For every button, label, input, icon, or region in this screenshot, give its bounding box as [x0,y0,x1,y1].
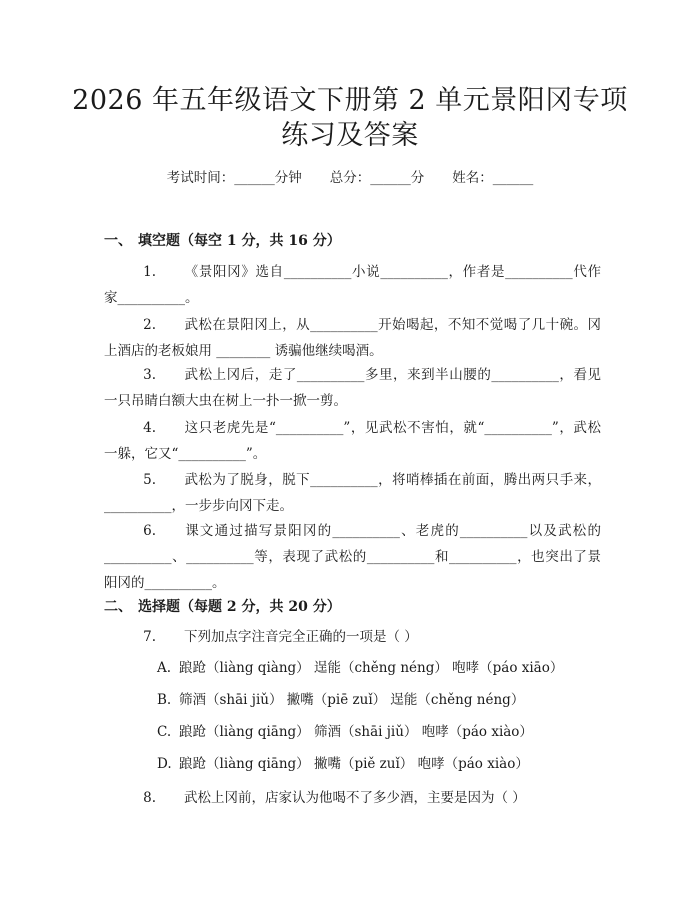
question-3 [104,362,601,414]
question-number: 5. [143,472,156,488]
option-a [157,658,563,678]
document-title-line1: 2026 年五年级语文下册第 2 单元景阳冈专项 [72,85,628,116]
question-number: 6. [143,523,156,539]
question-text: 《景阳冈》选自__________小说__________，作者是__________代作家__________。 [104,264,601,306]
exam-time: 考试时间：______分钟 [166,170,302,186]
question-5 [104,467,601,519]
total-score: 总分：______分 [329,170,425,186]
question-1 [104,259,601,311]
question-number: 7. [143,629,156,645]
section-title: 选择题（每题 2 分，共 20 分） [138,599,341,615]
question-7 [104,624,601,650]
question-text: 课文通过描写景阳冈的__________、老虎的__________以及武松的__________、__________等，表现了武松的__________和__________，也突出了景阳冈的__________。 [104,523,601,591]
section-number: 二、 [104,599,132,615]
question-text: 武松上冈后，走了__________多里，来到半山腰的__________，看见一只吊睛白额大虫在树上一扑一掀一剪。 [104,367,601,409]
student-name: 姓名：______ [452,170,534,186]
option-label: C. [157,724,172,740]
option-label: B. [157,692,172,708]
question-8 [104,785,601,811]
question-6 [104,518,601,596]
option-label: A. [157,660,172,676]
question-text: 武松为了脱身，脱下__________，将哨棒插在前面，腾出两只手来，__________，一步步向冈下走。 [104,472,601,514]
question-text: 这只老虎先是“__________”，见武松不害怕，就“__________”，武松一躲，它又“__________”。 [104,420,601,462]
option-text: 踉跄（liàng qiāng） 筛酒（shāi jiǔ） 咆哮（páo xiào） [179,724,533,740]
question-2 [104,312,601,364]
option-c [157,722,533,742]
question-number: 3. [143,367,156,383]
option-text: 踉跄（liàng qiāng） 撇嘴（piě zuǐ） 咆哮（páo xiào） [179,756,529,772]
option-b [157,690,524,710]
option-text: 踉跄（liàng qiàng） 逞能（chěng néng） 咆哮（páo xiāo） [179,660,564,676]
exam-meta [0,168,700,188]
question-4 [104,415,601,467]
section-number: 一、 [104,233,132,249]
question-number: 8. [143,790,156,806]
question-text: 下列加点字注音完全正确的一项是（ ） [184,629,418,645]
section-heading-multiple-choice [104,597,341,617]
option-label: D. [157,756,172,772]
question-text: 武松上冈前，店家认为他喝不了多少酒，主要是因为（ ） [184,790,526,806]
question-number: 4. [143,420,156,436]
question-number: 1. [143,264,156,280]
question-number: 2. [143,317,156,333]
option-d [157,754,529,774]
section-heading-fill-in [104,231,341,251]
section-title: 填空题（每空 1 分，共 16 分） [138,233,341,249]
option-text: 筛酒（shāi jiǔ） 撇嘴（piē zuǐ） 逞能（chěng néng） [179,692,525,708]
question-text: 武松在景阳冈上，从__________开始喝起，不知不觉喝了几十碗。冈上酒店的老板娘用 ________ 诱骗他继续喝酒。 [104,317,601,359]
document-title-line2: 练习及答案 [281,120,419,151]
